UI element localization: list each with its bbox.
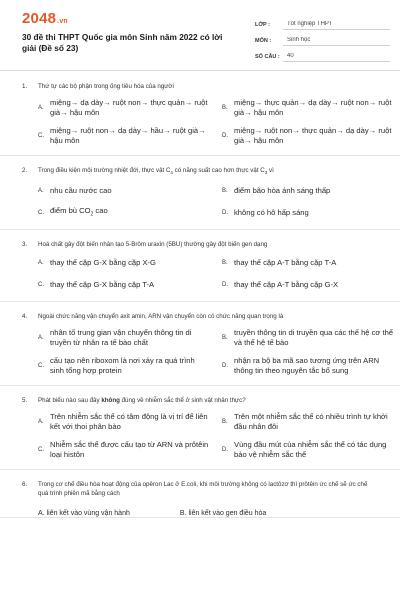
document-title: 30 đề thi THPT Quốc gia môn Sinh năm 2022 có lời giải (Đề số 23) [22,32,223,53]
meta-row-subject: MÔN : Sinh học [255,30,390,46]
question-number: 2. [22,167,28,174]
option-b[interactable]: B. thay thế cặp A-T bằng cặp T-A [222,257,337,267]
option-c[interactable]: C. Nhiễm sắc thể được cấu tạo từ ARN và prôtêin loại histôn [38,439,209,460]
option-c[interactable]: C. cấu tạo nên riboxom là nơi xảy ra quá trình sinh tổng hợp protein [38,355,195,376]
site-logo[interactable]: 2048.vn [22,10,68,27]
option-d[interactable]: D. nhận ra bộ ba mã sao tương ứng trên ARN thông tin theo nguyên tắc bổ sung [222,355,380,376]
option-b[interactable]: B. liên kết vào gen điều hòa [179,510,267,518]
question-stem: Hoá chất gây đột biến nhân tạo 5-Brôm uraxin (5BU) thường gây đột biến gen dạng [38,241,268,249]
option-a[interactable]: A. Trên nhiễm sắc thể có tâm động là vị trí để liên kết với thoi phân bào [38,411,208,432]
option-d[interactable]: D. thay thế cặp A-T bằng cặp G-X [222,279,339,289]
question-number: 1. [22,83,28,90]
option-b[interactable]: B. Trên một nhiễm sắc thể có nhiều trình tự khởi đầu nhân đôi [222,411,388,432]
question-3 [0,230,400,302]
option-b[interactable]: B. miệng→ thực quản→ dạ dày→ ruột non→ ruột già→ hậu môn [222,97,392,117]
question-number: 6. [22,481,28,489]
question-1 [0,72,400,156]
question-list [0,72,400,518]
meta-row-count: SỐ CÂU : 40 [255,46,390,62]
option-d[interactable]: D. không có hô hấp sáng [222,207,309,217]
question-4 [0,302,400,386]
meta-row-class: LỚP : Tốt nghiệp THPT [255,14,390,30]
option-c[interactable]: C. điểm bù $CO_2$ cao [38,206,108,218]
question-6 [0,470,400,518]
option-b[interactable]: B. truyền thông tin di truyền qua các thế hệ cơ thể và thế hệ tế bào [222,327,394,348]
question-stem: Trong điều kiện môi trường nhiệt đới, thực vật $C_4$ có năng suất cao hơn thực vật $C_3$ vì [38,167,274,176]
option-a[interactable]: A. nhân tố trung gian vận chuyển thông tin di truyền từ nhân ra tế bào chất [38,327,192,348]
question-2 [0,156,400,230]
question-stem: Thứ tự các bộ phận trong ống tiêu hóa của người [38,83,174,90]
option-d[interactable]: D. miệng→ ruột non→ thực quản→ dạ dày→ ruột già→ hậu môn [222,125,392,145]
exam-meta [255,14,390,62]
option-c[interactable]: C. miệng→ ruột non→ dạ dày→ hầu→ ruột già→ hậu môn [38,125,206,145]
option-b[interactable]: B. điểm bão hòa ánh sáng thấp [222,185,331,195]
question-stem: Phát biểu nào sau đây không đúng về nhiễm sắc thể ở sinh vật nhân thực? [38,397,246,405]
question-stem: Ngoài chức năng vận chuyển axit amin, ARN vận chuyển còn có chức năng quan trọng là [38,313,284,321]
question-stem: Trong cơ chế điều hòa hoạt động của opêron Lac ở E.coli, khi môi trường không có lactôzơ thì prôtêin ức chế sẽ ức chế quá trình phiên mã bằng cách [38,481,368,498]
question-number: 5. [22,397,28,405]
option-a[interactable]: A. thay thế cặp G-X bằng cặp X-G [38,257,156,267]
option-d[interactable]: D. Vùng đầu mút của nhiễm sắc thể có tác dụng bảo vệ nhiễm sắc thể [222,439,387,460]
option-c[interactable]: C. thay thế cặp G-X bằng cặp T-A [38,279,155,289]
document-header [0,0,400,71]
option-a[interactable]: A. nhu cầu nước cao [38,185,112,195]
question-number: 4. [22,313,28,321]
question-number: 3. [22,241,28,249]
option-a[interactable]: A. liên kết vào vùng vận hành [38,510,130,518]
option-a[interactable]: A. miệng→ dạ dày→ ruột non→ thực quản→ ruột già→ hậu môn [38,97,208,117]
question-5 [0,386,400,470]
